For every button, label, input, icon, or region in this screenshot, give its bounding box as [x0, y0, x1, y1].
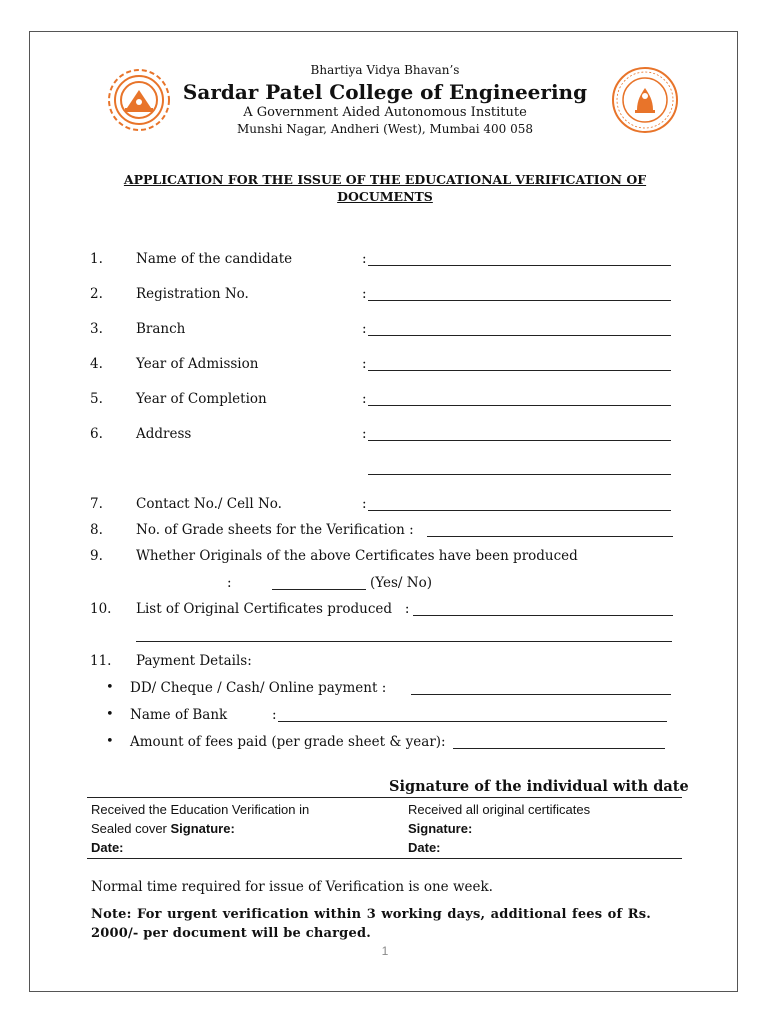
admission-year-field[interactable]	[368, 370, 671, 371]
field-number: 8.	[90, 522, 103, 538]
right-date-label: Date:	[408, 840, 441, 855]
fees-paid-field[interactable]	[453, 748, 665, 749]
received-verification-text: Received the Education Verification in	[91, 802, 310, 817]
left-signature-label: Signature:	[170, 821, 235, 836]
field-colon: :	[362, 391, 367, 407]
field-label-admission-year: Year of Admission	[136, 356, 259, 372]
field-label-address: Address	[136, 426, 192, 442]
field-number: 3.	[90, 321, 103, 337]
bullet-icon: •	[106, 707, 114, 722]
field-number: 7.	[90, 496, 103, 512]
bank-name-label: Name of Bank	[130, 707, 228, 723]
field-colon: :	[362, 356, 367, 372]
originals-produced-field[interactable]	[272, 589, 366, 590]
field-label-payment: Payment Details:	[136, 653, 252, 669]
college-address: Munshi Nagar, Andheri (West), Mumbai 400 058	[236, 122, 534, 136]
page-number: 1	[381, 944, 389, 958]
signature-title: Signature of the individual with date	[389, 778, 689, 795]
normal-time-text: Normal time required for issue of Verification is one week.	[91, 879, 493, 895]
field-number: 11.	[90, 653, 112, 669]
field-number: 10.	[90, 601, 112, 617]
field-number: 9.	[90, 548, 103, 564]
branch-field[interactable]	[368, 335, 671, 336]
form-title: APPLICATION FOR THE ISSUE OF THE EDUCATIONAL VERIFICATION OF DOCUMENTS	[123, 172, 647, 204]
received-originals-text: Received all original certificates	[408, 802, 591, 817]
field-label-completion-year: Year of Completion	[136, 391, 267, 407]
field-label-grade-sheets: No. of Grade sheets for the Verification :	[136, 522, 414, 538]
field-colon: :	[362, 251, 367, 267]
right-signature-label: Signature:	[408, 821, 473, 836]
institute-type: A Government Aided Autonomous Institute	[243, 105, 527, 120]
registration-field[interactable]	[368, 300, 671, 301]
name-field[interactable]	[368, 265, 671, 266]
field-colon: :	[362, 426, 367, 442]
grade-sheets-field[interactable]	[427, 536, 673, 537]
field-colon: :	[362, 496, 367, 512]
contact-field[interactable]	[368, 510, 671, 511]
completion-year-field[interactable]	[368, 405, 671, 406]
fees-paid-label: Amount of fees paid (per grade sheet & year):	[130, 734, 446, 750]
trust-name: Bhartiya Vidya Bhavan’s	[310, 63, 460, 77]
field-colon: :	[362, 321, 367, 337]
field-number: 4.	[90, 356, 103, 372]
field-colon: :	[272, 707, 277, 723]
address-field-line-2[interactable]	[368, 474, 671, 475]
bullet-icon: •	[106, 734, 114, 749]
divider-bottom	[87, 858, 682, 859]
college-name: Sardar Patel College of Engineering	[182, 80, 588, 104]
field-label-originals-produced: Whether Originals of the above Certificates have been produced	[136, 548, 578, 564]
bank-name-field[interactable]	[278, 721, 667, 722]
field-label-name: Name of the candidate	[136, 251, 293, 267]
bullet-icon: •	[106, 680, 114, 695]
payment-mode-label: DD/ Cheque / Cash/ Online payment :	[130, 680, 387, 696]
divider-top	[87, 797, 682, 798]
urgent-note: Note: For urgent verification within 3 working days, additional fees of Rs. 2000/- per document will be charged.	[91, 907, 651, 941]
field-colon: :	[227, 575, 232, 591]
left-date-label: Date:	[91, 840, 124, 855]
field-label-branch: Branch	[136, 321, 186, 337]
yes-no-option: (Yes/ No)	[370, 575, 432, 591]
payment-mode-field[interactable]	[411, 694, 671, 695]
field-label-registration: Registration No.	[136, 286, 249, 302]
address-field-line-1[interactable]	[368, 440, 671, 441]
sealed-cover-text: Sealed cover	[91, 821, 167, 836]
field-colon: :	[362, 286, 367, 302]
field-number: 5.	[90, 391, 103, 407]
field-number: 6.	[90, 426, 103, 442]
received-verification-line2	[91, 819, 235, 838]
field-number: 1.	[90, 251, 103, 267]
certificates-list-field[interactable]	[413, 615, 673, 616]
certificates-list-field-line-2[interactable]	[136, 641, 672, 642]
field-label-certificates-list: List of Original Certificates produced :	[136, 601, 410, 617]
field-number: 2.	[90, 286, 103, 302]
field-label-contact: Contact No./ Cell No.	[136, 496, 282, 512]
